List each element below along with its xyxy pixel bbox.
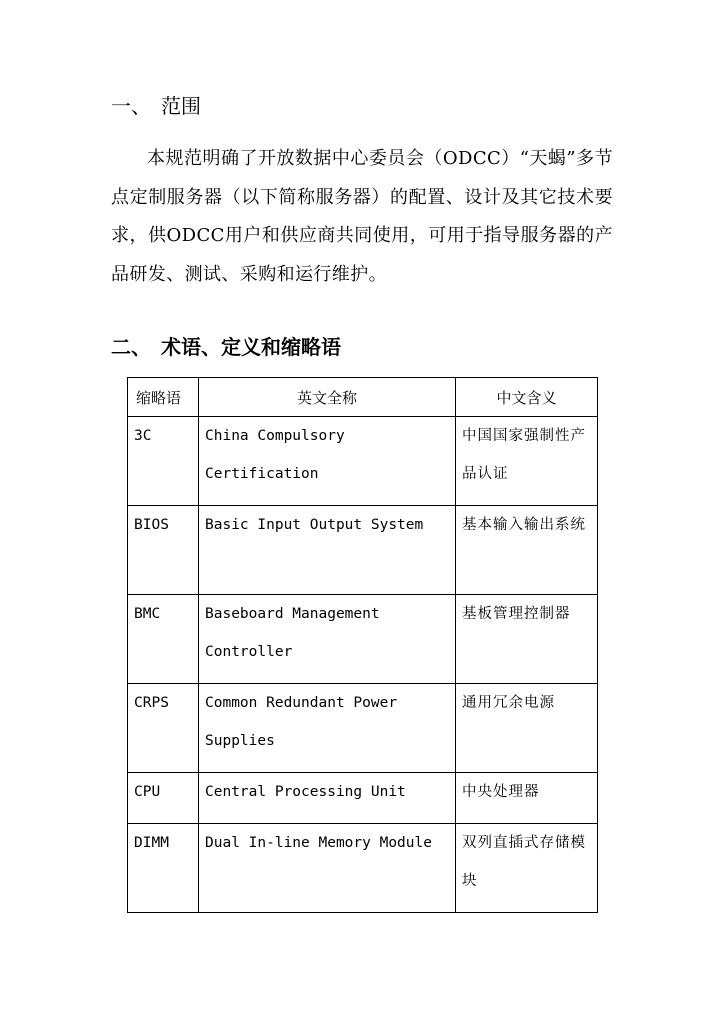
section-heading-terms: [111, 335, 341, 359]
chinese-cell: 中央处理器: [456, 773, 598, 824]
abbreviation-table: [127, 377, 598, 913]
table-header-row: [128, 378, 598, 417]
english-cell: Central Processing Unit: [199, 773, 456, 824]
abbr-cell: BMC: [128, 595, 199, 684]
english-cell: Common Redundant Power Supplies: [199, 684, 456, 773]
chinese-cell: 双列直插式存储模块: [456, 824, 598, 913]
chinese-cell: 基板管理控制器: [456, 595, 598, 684]
abbr-cell: DIMM: [128, 824, 199, 913]
scope-paragraph: 本规范明确了开放数据中心委员会（ODCC）“天蝎”多节点定制服务器（以下简称服务器）的配置、设计及其它技术要求，供ODCC用户和供应商共同使用，可用于指导服务器的产品研发、测试、采购和运行维护。: [111, 148, 613, 285]
header-chinese-meaning: 中文含义: [456, 378, 598, 417]
table-row: [128, 506, 598, 595]
chinese-cell: 通用冗余电源: [456, 684, 598, 773]
table-row: [128, 824, 598, 913]
english-cell: China Compulsory Certification: [199, 417, 456, 506]
header-abbreviation: 缩略语: [128, 378, 199, 417]
section-number: 一、: [111, 94, 151, 118]
abbr-cell: 3C: [128, 417, 199, 506]
section-title: 术语、定义和缩略语: [161, 335, 341, 359]
table-row: [128, 684, 598, 773]
table-row: [128, 595, 598, 684]
abbr-cell: CRPS: [128, 684, 199, 773]
section-number: 二、: [111, 335, 151, 359]
english-cell: Dual In-line Memory Module: [199, 824, 456, 913]
chinese-cell: 中国国家强制性产品认证: [456, 417, 598, 506]
section-title: 范围: [161, 94, 201, 118]
table-row: [128, 417, 598, 506]
english-cell: Basic Input Output System: [199, 506, 456, 595]
english-cell: Baseboard Management Controller: [199, 595, 456, 684]
section-heading-scope: [111, 94, 201, 118]
abbr-cell: BIOS: [128, 506, 199, 595]
header-english-name: 英文全称: [199, 378, 456, 417]
table-row: [128, 773, 598, 824]
chinese-cell: 基本输入输出系统: [456, 506, 598, 595]
abbr-cell: CPU: [128, 773, 199, 824]
